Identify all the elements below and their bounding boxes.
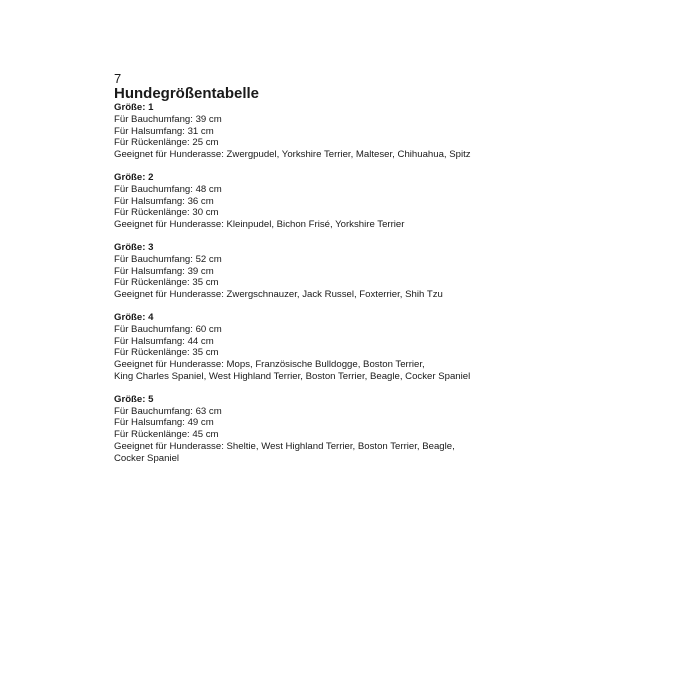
- neck-girth-line: Für Halsumfang: 36 cm: [114, 195, 214, 207]
- suitable-breeds-line: Geeignet für Hunderasse: Sheltie, West Highland Terrier, Boston Terrier, Beagle,: [114, 440, 455, 452]
- back-length-line: Für Rückenlänge: 45 cm: [114, 429, 219, 441]
- size-section-4: [114, 312, 634, 383]
- neck-girth-line: Für Halsumfang: 44 cm: [114, 335, 214, 347]
- size-heading: Größe: 1: [114, 102, 154, 113]
- document-page: [114, 71, 634, 476]
- size-heading: Größe: 2: [114, 171, 154, 183]
- neck-girth-line: Für Halsumfang: 31 cm: [114, 125, 214, 137]
- belly-girth-line: Für Bauchumfang: 48 cm: [114, 183, 222, 195]
- size-section-5: [114, 394, 634, 465]
- back-length-line: Für Rückenlänge: 35 cm: [114, 277, 219, 289]
- suitable-breeds-line: Geeignet für Hunderasse: Zwergpudel, Yorkshire Terrier, Malteser, Chihuahua, Spitz: [114, 149, 471, 161]
- suitable-breeds-line-continued: King Charles Spaniel, West Highland Terrier, Boston Terrier, Beagle, Cocker Spaniel: [114, 370, 471, 382]
- back-length-line: Für Rückenlänge: 35 cm: [114, 347, 219, 359]
- belly-girth-line: Für Bauchumfang: 52 cm: [114, 253, 222, 265]
- size-section-3: [114, 242, 634, 301]
- size-heading: Größe: 3: [114, 241, 154, 253]
- page-number: 7: [114, 71, 122, 86]
- size-heading: Größe: 4: [114, 311, 154, 323]
- size-section-1: [114, 102, 634, 161]
- size-section-2: [114, 172, 634, 231]
- belly-girth-line: Für Bauchumfang: 60 cm: [114, 323, 222, 335]
- belly-girth-line: Für Bauchumfang: 63 cm: [114, 405, 222, 417]
- belly-girth-line: Für Bauchumfang: 39 cm: [114, 113, 222, 125]
- suitable-breeds-line-continued: Cocker Spaniel: [114, 452, 180, 464]
- suitable-breeds-line: Geeignet für Hunderasse: Zwergschnauzer, Jack Russel, Foxterrier, Shih Tzu: [114, 289, 443, 301]
- neck-girth-line: Für Halsumfang: 39 cm: [114, 265, 214, 277]
- back-length-line: Für Rückenlänge: 30 cm: [114, 207, 219, 219]
- suitable-breeds-line: Geeignet für Hunderasse: Kleinpudel, Bichon Frisé, Yorkshire Terrier: [114, 219, 405, 231]
- size-heading: Größe: 5: [114, 393, 154, 405]
- neck-girth-line: Für Halsumfang: 49 cm: [114, 417, 214, 429]
- page-title: Hundegrößentabelle: [114, 85, 260, 102]
- suitable-breeds-line: Geeignet für Hunderasse: Mops, Französische Bulldogge, Boston Terrier,: [114, 359, 425, 371]
- back-length-line: Für Rückenlänge: 25 cm: [114, 137, 219, 149]
